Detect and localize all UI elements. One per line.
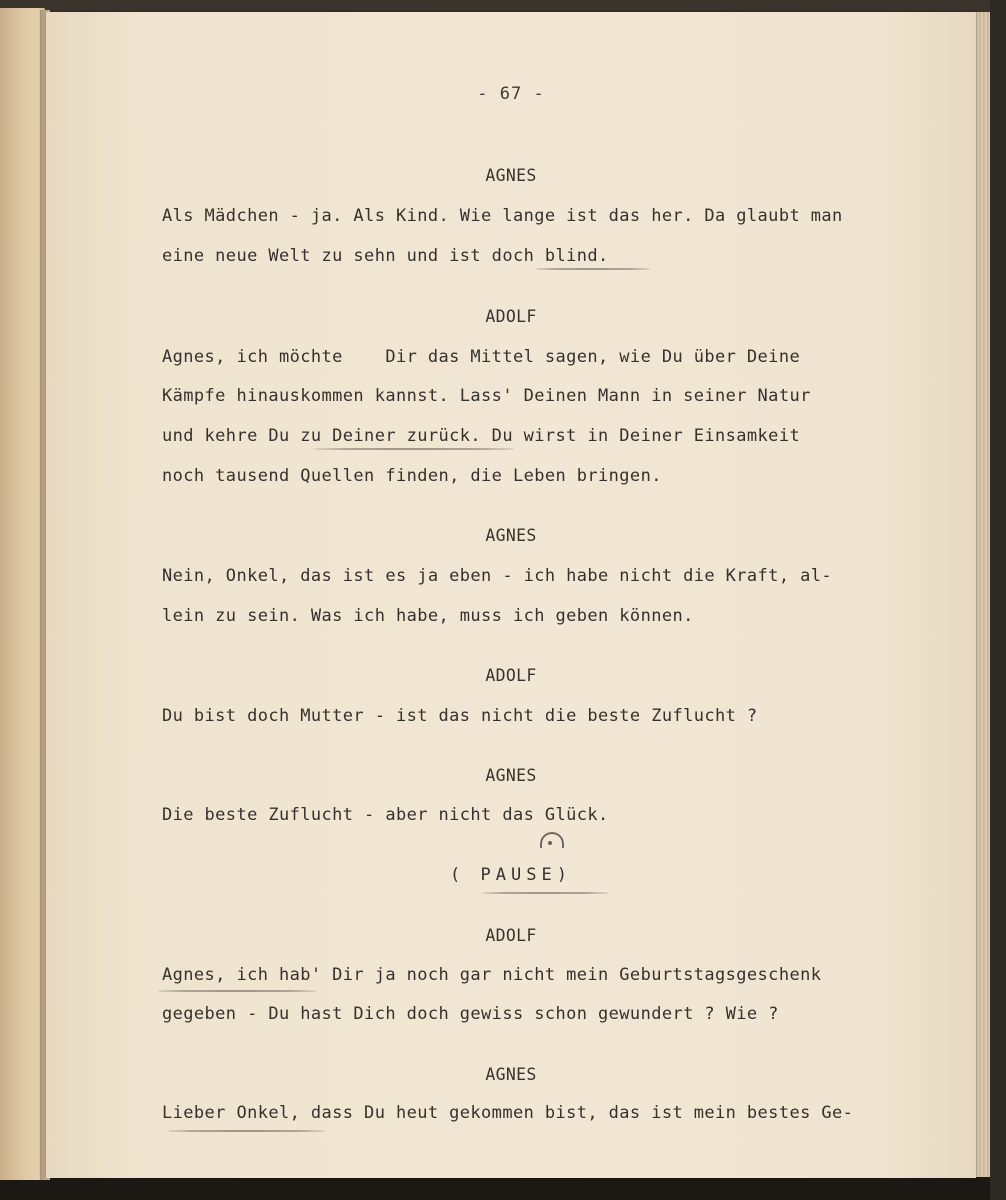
left-page-edge <box>0 8 45 1180</box>
dialogue-line: Kämpfe hinauskommen kannst. Lass' Deinen Mann in seiner Natur <box>162 386 811 406</box>
dialogue-line: Agnes, ich hab' Dir ja noch gar nicht mein Geburtstagsgeschenk <box>162 965 822 985</box>
dialogue-line: Lieber Onkel, dass Du heut gekommen bist, das ist mein bestes Ge- <box>162 1103 854 1123</box>
speaker-name: AGNES <box>485 766 537 785</box>
dialogue-line: lein zu sein. Was ich habe, muss ich geben können. <box>162 606 694 626</box>
dialogue-line: Die beste Zuflucht - aber nicht das Glück. <box>162 805 609 825</box>
book-cover-edge <box>990 0 1006 1200</box>
dialogue-line: Nein, Onkel, das ist es ja eben - ich habe nicht die Kraft, al- <box>162 566 832 586</box>
speaker-name: AGNES <box>485 526 537 545</box>
fermata-dot <box>548 841 552 845</box>
page-number: - 67 - <box>477 84 545 104</box>
fermata-mark <box>540 832 564 848</box>
dialogue-line: eine neue Welt zu sehn und ist doch blind. <box>162 246 609 266</box>
pencil-underline <box>168 1130 324 1132</box>
speaker-name: AGNES <box>485 1065 537 1084</box>
dialogue-line: Du bist doch Mutter - ist das nicht die beste Zuflucht ? <box>162 706 758 726</box>
pencil-underline <box>482 892 608 894</box>
pencil-underline <box>536 268 650 270</box>
pencil-underline <box>314 448 514 450</box>
dialogue-line: noch tausend Quellen finden, die Leben bringen. <box>162 466 662 486</box>
dialogue-line: Als Mädchen - ja. Als Kind. Wie lange ist das her. Da glaubt man <box>162 206 843 226</box>
stage-direction: ( PAUSE) <box>450 865 572 885</box>
speaker-name: ADOLF <box>485 926 537 945</box>
dialogue-line: gegeben - Du hast Dich doch gewiss schon gewundert ? Wie ? <box>162 1004 779 1024</box>
pencil-underline <box>158 990 316 992</box>
typescript-page <box>46 12 976 1178</box>
dialogue-line: Agnes, ich möchte Dir das Mittel sagen, wie Du über Deine <box>162 347 801 367</box>
dialogue-line: und kehre Du zu Deiner zurück. Du wirst in Deiner Einsamkeit <box>162 426 801 446</box>
speaker-name: ADOLF <box>485 307 537 326</box>
speaker-name: AGNES <box>485 166 537 185</box>
speaker-name: ADOLF <box>485 666 537 685</box>
